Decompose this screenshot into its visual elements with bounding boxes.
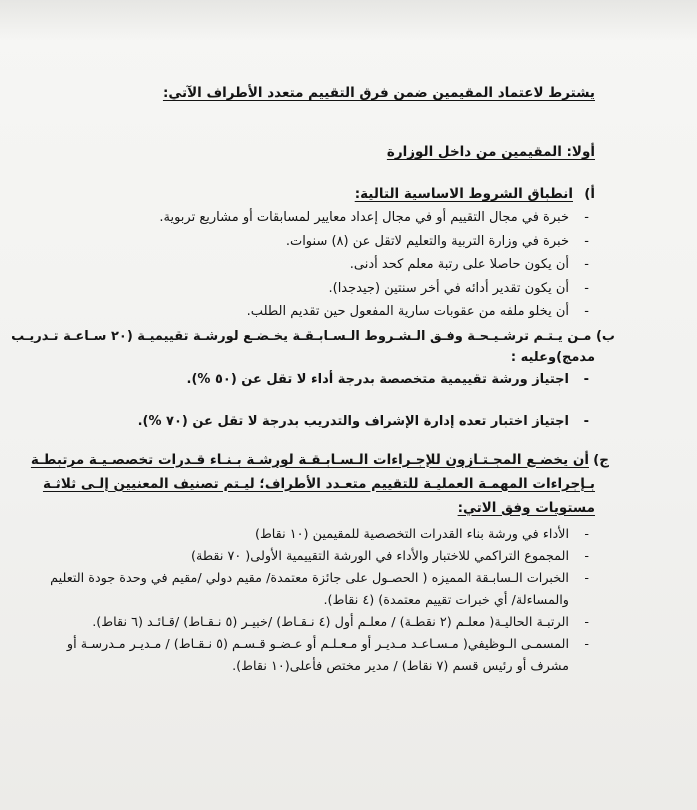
section-b-line-2: مدمج)وعليه :	[510, 349, 595, 365]
section-b-line-1: ب) مـن يـتـم ترشـيـحـة وفـق الـشـروط الـسـابـقـة يخـضـع لورشـة تقييميـة (٢٠ سـاعـة تـدريـب	[11, 328, 615, 344]
section-c-mark: ج)	[593, 451, 609, 468]
section-b-list	[40, 368, 595, 434]
list-item: - المجموع التراكمي للاختبار والأداء في الورشة التقييمية الأولى( ٧٠ نقطة)	[40, 546, 595, 568]
list-item: - أن يكون حاصلا على رتبة معلم كحد أدنى.	[40, 253, 595, 277]
section-b	[11, 326, 615, 368]
list-item: - خبرة في مجال التقييم أو في مجال إعداد معايير لمسابقات أو مشاريع تربوية.	[40, 206, 595, 230]
section-c-list	[40, 524, 595, 678]
top-shadow	[0, 0, 697, 40]
list-item: - الأداء في ورشة بناء القدرات التخصصية للمقيمين (١٠ نقاط)	[40, 524, 595, 546]
list-item: - اجتياز ورشة تقييمية متخصصة بدرجة أداء لا تقل عن (٥٠ %).	[40, 368, 595, 392]
document-title: يشترط لاعتماد المقيمين ضمن فرق التقييم متعدد الأطراف الآتي:	[162, 85, 595, 101]
list-item: - اجتياز اختبار تعده إدارة الإشراف والتدريب بدرجة لا تقل عن (٧٠ %).	[40, 410, 595, 434]
section-c-line-3: مستويات وفق الاتي:	[457, 499, 595, 516]
section-c-line-1-text: أن يخضـع المجـتـازون للإجـراءات الـسـابـقـة لورشـة بـنـاء قـدرات تخصصـيـة مرتبطـة	[30, 451, 589, 468]
list-item: - أن يكون تقدير أدائه في أخر سنتين (جيدجدا).	[40, 277, 595, 301]
list-item: - الخبرات الـسابـقة المميزه ( الحصـول على جائزة معتمدة/ مقيم دولي /مقيم في وحدة جودة التعليم والمساءلة/ أي خبرات تقييم معتمدة) (٤ نقاط).	[40, 568, 595, 612]
section-a-heading	[40, 182, 595, 206]
section-c-line-2: بـإجراءات المهمـة العمليـة للتقييم متعـدد الأطراف؛ ليـتم تصنيف المعنيين إلـى ثلاثـة	[42, 475, 595, 492]
section-c	[30, 448, 609, 520]
section-a-list	[40, 206, 595, 324]
list-item: - خبرة في وزارة التربية والتعليم لاتقل عن (٨) سنوات.	[40, 230, 595, 254]
section-a-title: انطباق الشروط الاساسية التالية:	[354, 186, 573, 202]
section-c-line-1	[30, 448, 609, 472]
list-item: - الرتبـة الحاليـة( معلـم (٢ نقطـة) / معلـم أول (٤ نـقـاط) /خبيـر (٥ نـقـاط) /قـائـد (٦ نقاط).	[40, 612, 595, 634]
section-1-heading: أولا: المقيمين من داخل الوزارة	[386, 144, 595, 160]
section-a-mark: أ)	[584, 186, 595, 202]
list-item: - المسمـى الـوظيفي( مـسـاعـد مـديـر أو مـعـلـم أو عـضـو قـسـم (٥ نـقـاط) / مـديـر مـدرسـة أو مشرف أو رئيس قسم (٧ نقاط) / مدير مختص فأعلى(١٠ نقاط).	[40, 634, 595, 678]
document-body	[11, 80, 615, 678]
list-item: - أن يخلو ملفه من عقوبات سارية المفعول حين تقديم الطلب.	[40, 300, 595, 324]
